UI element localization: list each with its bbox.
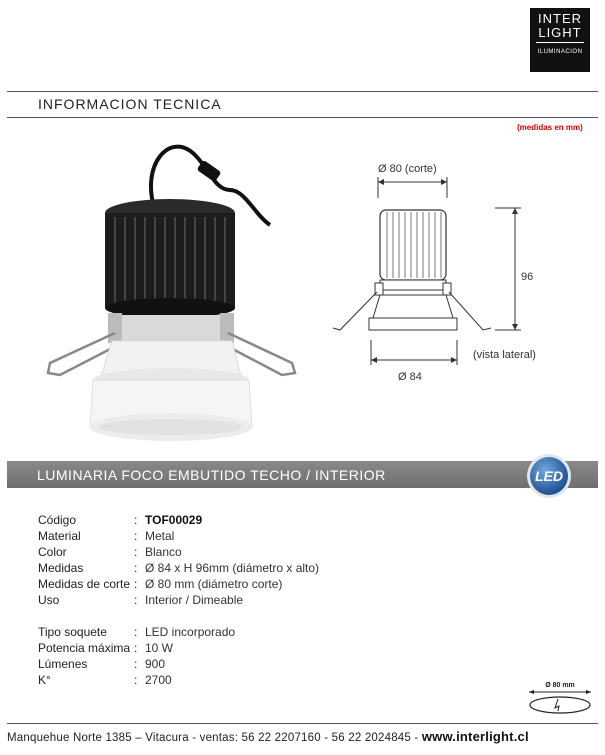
spec-value: 10 W	[145, 641, 174, 655]
spec-key: K°	[38, 673, 51, 687]
spec-separator: :	[134, 561, 138, 575]
spec-value: Interior / Dimeable	[145, 593, 244, 607]
spec-separator: :	[134, 657, 138, 671]
spec-value: Ø 80 mm (diámetro corte)	[145, 577, 283, 591]
spec-value: 2700	[145, 673, 172, 687]
width-label: Ø 84	[398, 371, 422, 383]
cut-diameter-icon	[525, 678, 595, 718]
logo-line-2: LIGHT	[538, 25, 582, 40]
view-label: (vista lateral)	[473, 349, 536, 361]
cut-icon-label: Ø 80 mm	[545, 682, 575, 689]
logo-line-1: INTER	[538, 11, 582, 26]
spec-value: LED incorporado	[145, 625, 236, 639]
spec-key: Uso	[38, 593, 60, 607]
footer-website-link[interactable]: www.interlight.cl	[421, 729, 529, 744]
spec-key: Código	[38, 513, 77, 527]
spec-separator: :	[134, 529, 138, 543]
spec-key: Material	[38, 529, 81, 543]
product-title: LUMINARIA FOCO EMBUTIDO TECHO / INTERIOR	[37, 467, 386, 483]
spec-key: Medidas	[38, 561, 84, 575]
spec-key: Lúmenes	[38, 657, 88, 671]
spec-separator: :	[134, 625, 138, 639]
height-label: 96	[521, 271, 534, 283]
spec-value: Ø 84 x H 96mm (diámetro x alto)	[145, 561, 320, 575]
spec-separator: :	[134, 593, 138, 607]
footer-rule	[7, 723, 598, 724]
footer-address: Manquehue Norte 1385 – Vitacura - ventas: 56 22 2207160 - 56 22 2024845 -	[7, 732, 422, 744]
spec-value: 900	[145, 657, 166, 671]
units-note: (medidas en mm)	[517, 123, 583, 132]
spec-value: Metal	[145, 529, 175, 543]
spec-value: TOF00029	[145, 513, 203, 527]
product-photo	[30, 135, 330, 450]
product-banner	[7, 461, 598, 488]
spec-separator: :	[134, 577, 138, 591]
spec-separator: :	[134, 641, 138, 655]
header-top-rule	[7, 91, 598, 92]
header-bottom-rule	[7, 117, 598, 118]
spec-key: Medidas de corte	[38, 577, 131, 591]
logo-divider	[536, 42, 584, 43]
spec-separator: :	[134, 513, 138, 527]
spec-key: Potencia máxima	[38, 641, 131, 655]
spec-separator: :	[134, 673, 138, 687]
led-badge-icon	[525, 452, 573, 500]
logo-subtitle: ILUMINACION	[537, 49, 583, 55]
spec-separator: :	[134, 545, 138, 559]
brand-logo	[530, 8, 590, 72]
dimension-diagram	[325, 150, 605, 395]
page-title: INFORMACION TECNICA	[38, 96, 222, 112]
cut-diameter-label: Ø 80 (corte)	[378, 163, 437, 175]
spec-key: Tipo soquete	[38, 625, 107, 639]
led-badge-text: LED	[535, 468, 563, 484]
spec-value: Blanco	[145, 545, 182, 559]
footer-contact	[7, 729, 529, 744]
spec-key: Color	[38, 545, 67, 559]
